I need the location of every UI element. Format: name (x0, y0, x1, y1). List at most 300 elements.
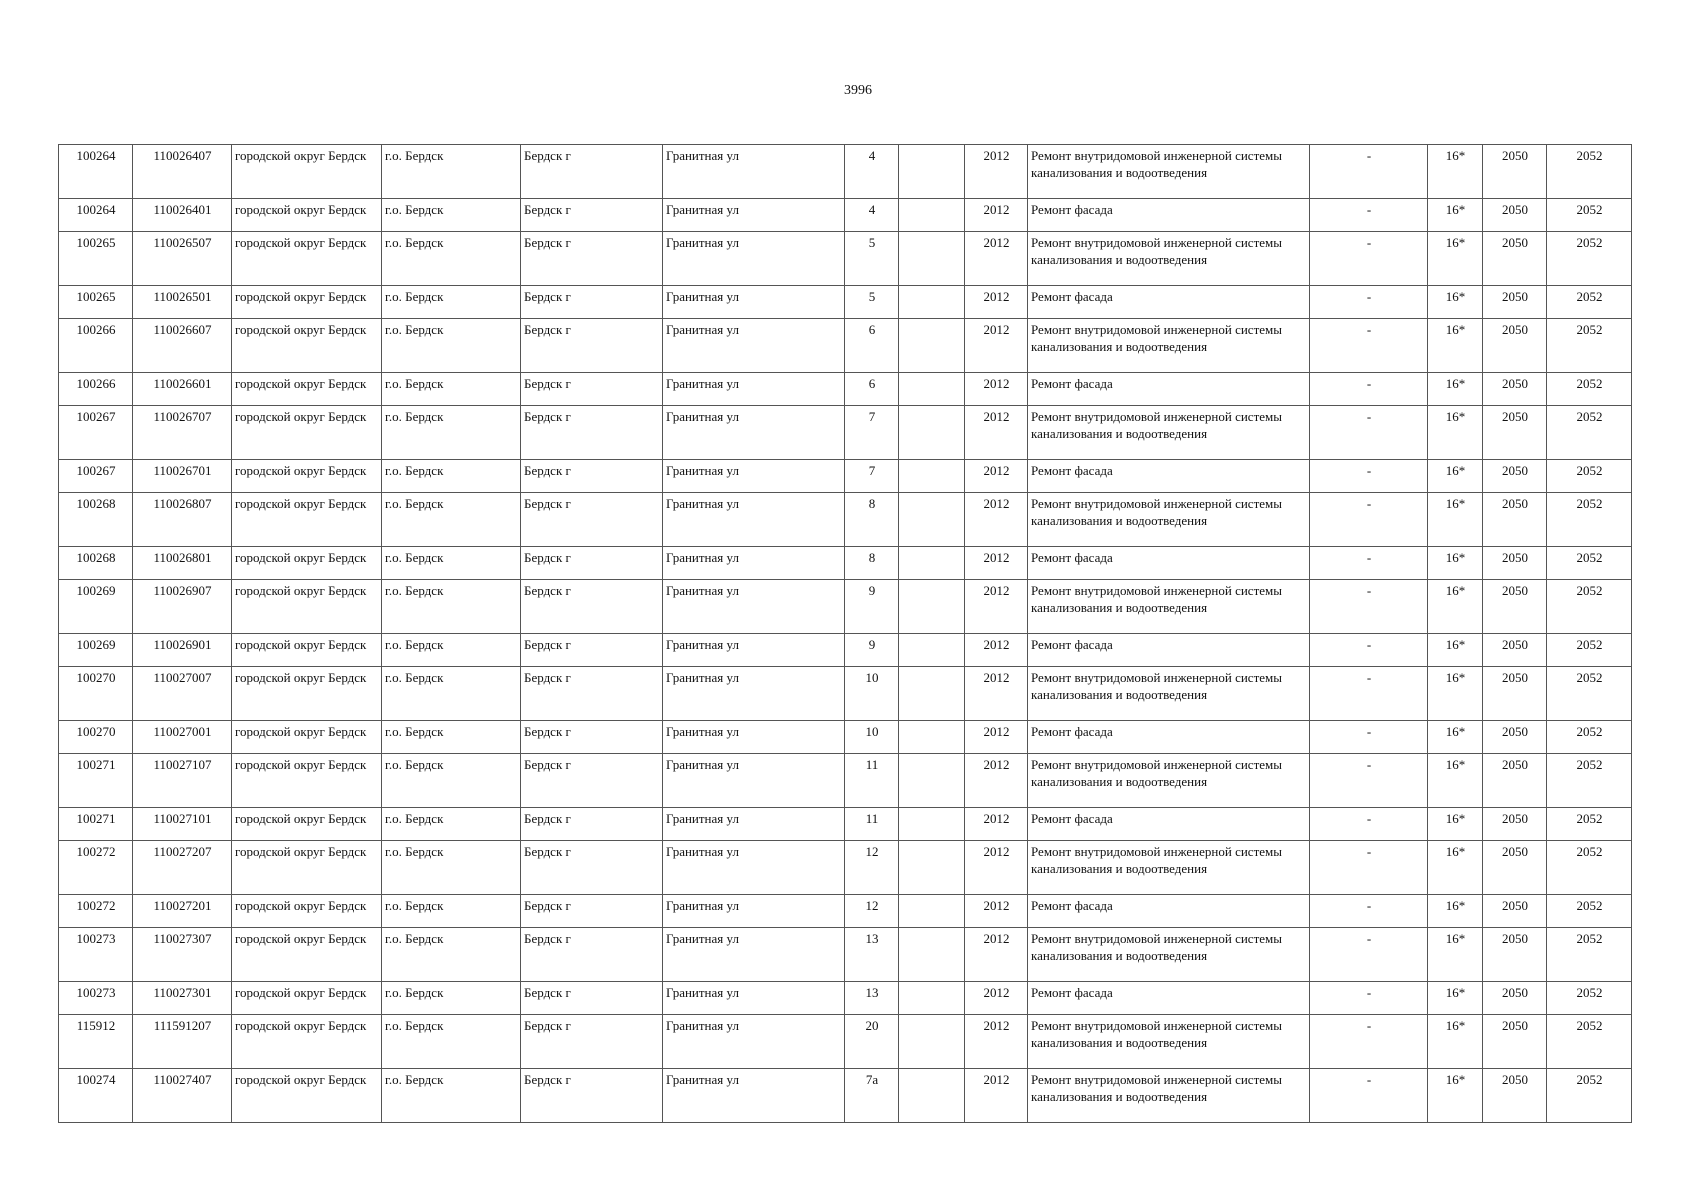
cell-work-type: Ремонт фасада (1028, 721, 1310, 754)
cell-record-id: 100269 (59, 634, 133, 667)
cell-year-end: 2052 (1547, 721, 1632, 754)
cell-street: Гранитная ул (663, 580, 845, 634)
cell-dash-value: - (1310, 145, 1428, 199)
cell-building-letter (899, 982, 965, 1015)
cell-dash-value: - (1310, 1069, 1428, 1123)
cell-building-letter (899, 667, 965, 721)
cell-norm-value: 16* (1428, 895, 1483, 928)
cell-municipality: городской округ Бердск (232, 667, 382, 721)
cell-dash-value: - (1310, 547, 1428, 580)
cell-locality: Бердск г (521, 1069, 663, 1123)
cell-house-number: 10 (845, 667, 899, 721)
cell-locality: Бердск г (521, 547, 663, 580)
table-row (59, 895, 1632, 928)
cell-work-id: 110026907 (133, 580, 232, 634)
cell-year-end: 2052 (1547, 145, 1632, 199)
cell-year-end: 2052 (1547, 460, 1632, 493)
cell-dash-value: - (1310, 754, 1428, 808)
cell-work-type: Ремонт внутридомовой инженерной системы канализования и водоотведения (1028, 667, 1310, 721)
cell-house-number: 20 (845, 1015, 899, 1069)
cell-house-number: 12 (845, 895, 899, 928)
cell-municipality: городской округ Бердск (232, 319, 382, 373)
cell-norm-value: 16* (1428, 982, 1483, 1015)
cell-dash-value: - (1310, 460, 1428, 493)
cell-locality: Бердск г (521, 199, 663, 232)
cell-norm-value: 16* (1428, 199, 1483, 232)
cell-year-start: 2050 (1483, 232, 1547, 286)
cell-work-type: Ремонт фасада (1028, 982, 1310, 1015)
cell-building-letter (899, 373, 965, 406)
cell-year-built: 2012 (965, 808, 1028, 841)
cell-norm-value: 16* (1428, 319, 1483, 373)
cell-dash-value: - (1310, 373, 1428, 406)
cell-street: Гранитная ул (663, 1069, 845, 1123)
cell-year-start: 2050 (1483, 754, 1547, 808)
cell-norm-value: 16* (1428, 808, 1483, 841)
cell-locality: Бердск г (521, 406, 663, 460)
cell-norm-value: 16* (1428, 721, 1483, 754)
cell-dash-value: - (1310, 1015, 1428, 1069)
cell-dash-value: - (1310, 667, 1428, 721)
cell-year-built: 2012 (965, 232, 1028, 286)
cell-record-id: 100268 (59, 547, 133, 580)
cell-settlement: г.о. Бердск (382, 841, 521, 895)
cell-street: Гранитная ул (663, 286, 845, 319)
cell-settlement: г.о. Бердск (382, 928, 521, 982)
cell-house-number: 7 (845, 460, 899, 493)
cell-house-number: 4 (845, 199, 899, 232)
cell-record-id: 100264 (59, 199, 133, 232)
table-row (59, 1069, 1632, 1123)
cell-work-type: Ремонт внутридомовой инженерной системы канализования и водоотведения (1028, 580, 1310, 634)
cell-dash-value: - (1310, 895, 1428, 928)
cell-year-start: 2050 (1483, 841, 1547, 895)
cell-record-id: 115912 (59, 1015, 133, 1069)
cell-record-id: 100271 (59, 808, 133, 841)
cell-year-end: 2052 (1547, 841, 1632, 895)
cell-dash-value: - (1310, 928, 1428, 982)
registry-body (59, 145, 1632, 1123)
cell-house-number: 5 (845, 232, 899, 286)
cell-work-type: Ремонт фасада (1028, 286, 1310, 319)
cell-locality: Бердск г (521, 928, 663, 982)
cell-building-letter (899, 199, 965, 232)
cell-year-start: 2050 (1483, 895, 1547, 928)
cell-building-letter (899, 232, 965, 286)
cell-work-type: Ремонт внутридомовой инженерной системы канализования и водоотведения (1028, 1015, 1310, 1069)
cell-record-id: 100273 (59, 982, 133, 1015)
cell-dash-value: - (1310, 319, 1428, 373)
cell-locality: Бердск г (521, 145, 663, 199)
cell-work-id: 110027101 (133, 808, 232, 841)
cell-record-id: 100266 (59, 373, 133, 406)
cell-settlement: г.о. Бердск (382, 547, 521, 580)
cell-dash-value: - (1310, 232, 1428, 286)
cell-norm-value: 16* (1428, 928, 1483, 982)
cell-settlement: г.о. Бердск (382, 1015, 521, 1069)
cell-house-number: 7а (845, 1069, 899, 1123)
cell-year-built: 2012 (965, 754, 1028, 808)
cell-house-number: 6 (845, 319, 899, 373)
cell-house-number: 4 (845, 145, 899, 199)
cell-municipality: городской округ Бердск (232, 982, 382, 1015)
cell-record-id: 100265 (59, 286, 133, 319)
cell-year-start: 2050 (1483, 493, 1547, 547)
table-row (59, 199, 1632, 232)
cell-locality: Бердск г (521, 982, 663, 1015)
cell-street: Гранитная ул (663, 634, 845, 667)
cell-record-id: 100264 (59, 145, 133, 199)
cell-year-start: 2050 (1483, 580, 1547, 634)
cell-settlement: г.о. Бердск (382, 808, 521, 841)
cell-locality: Бердск г (521, 319, 663, 373)
cell-work-id: 110027201 (133, 895, 232, 928)
cell-street: Гранитная ул (663, 754, 845, 808)
cell-house-number: 11 (845, 754, 899, 808)
cell-municipality: городской округ Бердск (232, 721, 382, 754)
cell-settlement: г.о. Бердск (382, 373, 521, 406)
cell-street: Гранитная ул (663, 232, 845, 286)
cell-work-type: Ремонт внутридомовой инженерной системы канализования и водоотведения (1028, 1069, 1310, 1123)
cell-work-type: Ремонт фасада (1028, 808, 1310, 841)
cell-norm-value: 16* (1428, 754, 1483, 808)
cell-year-start: 2050 (1483, 460, 1547, 493)
cell-year-start: 2050 (1483, 982, 1547, 1015)
cell-building-letter (899, 1069, 965, 1123)
cell-locality: Бердск г (521, 286, 663, 319)
cell-municipality: городской округ Бердск (232, 460, 382, 493)
cell-norm-value: 16* (1428, 460, 1483, 493)
cell-work-type: Ремонт внутридомовой инженерной системы канализования и водоотведения (1028, 493, 1310, 547)
cell-settlement: г.о. Бердск (382, 580, 521, 634)
table-row (59, 580, 1632, 634)
cell-municipality: городской округ Бердск (232, 841, 382, 895)
cell-work-id: 110026507 (133, 232, 232, 286)
cell-year-end: 2052 (1547, 319, 1632, 373)
cell-work-type: Ремонт внутридомовой инженерной системы канализования и водоотведения (1028, 232, 1310, 286)
cell-year-end: 2052 (1547, 199, 1632, 232)
page-number: 3996 (844, 83, 872, 98)
cell-municipality: городской округ Бердск (232, 406, 382, 460)
cell-year-built: 2012 (965, 841, 1028, 895)
cell-municipality: городской округ Бердск (232, 1069, 382, 1123)
cell-year-end: 2052 (1547, 493, 1632, 547)
cell-year-end: 2052 (1547, 286, 1632, 319)
cell-house-number: 12 (845, 841, 899, 895)
cell-work-id: 110026601 (133, 373, 232, 406)
cell-settlement: г.о. Бердск (382, 1069, 521, 1123)
cell-work-type: Ремонт фасада (1028, 460, 1310, 493)
cell-locality: Бердск г (521, 493, 663, 547)
cell-settlement: г.о. Бердск (382, 895, 521, 928)
cell-work-type: Ремонт внутридомовой инженерной системы канализования и водоотведения (1028, 928, 1310, 982)
table-row (59, 493, 1632, 547)
cell-house-number: 8 (845, 547, 899, 580)
cell-municipality: городской округ Бердск (232, 199, 382, 232)
cell-year-end: 2052 (1547, 634, 1632, 667)
cell-year-start: 2050 (1483, 547, 1547, 580)
cell-street: Гранитная ул (663, 319, 845, 373)
cell-work-id: 111591207 (133, 1015, 232, 1069)
cell-work-id: 110027307 (133, 928, 232, 982)
cell-year-end: 2052 (1547, 895, 1632, 928)
cell-year-built: 2012 (965, 1015, 1028, 1069)
cell-work-type: Ремонт фасада (1028, 199, 1310, 232)
cell-building-letter (899, 808, 965, 841)
cell-norm-value: 16* (1428, 406, 1483, 460)
cell-year-built: 2012 (965, 928, 1028, 982)
cell-building-letter (899, 460, 965, 493)
table-row (59, 145, 1632, 199)
cell-building-letter (899, 493, 965, 547)
cell-work-id: 110026607 (133, 319, 232, 373)
cell-work-id: 110026701 (133, 460, 232, 493)
cell-work-id: 110027207 (133, 841, 232, 895)
cell-house-number: 13 (845, 928, 899, 982)
cell-settlement: г.о. Бердск (382, 319, 521, 373)
cell-work-id: 110027007 (133, 667, 232, 721)
cell-house-number: 9 (845, 634, 899, 667)
cell-year-start: 2050 (1483, 286, 1547, 319)
cell-year-built: 2012 (965, 406, 1028, 460)
cell-municipality: городской округ Бердск (232, 145, 382, 199)
cell-street: Гранитная ул (663, 982, 845, 1015)
cell-year-start: 2050 (1483, 1015, 1547, 1069)
cell-building-letter (899, 547, 965, 580)
cell-building-letter (899, 634, 965, 667)
cell-work-type: Ремонт фасада (1028, 634, 1310, 667)
cell-house-number: 7 (845, 406, 899, 460)
cell-street: Гранитная ул (663, 406, 845, 460)
cell-work-id: 110027301 (133, 982, 232, 1015)
cell-year-end: 2052 (1547, 547, 1632, 580)
cell-house-number: 6 (845, 373, 899, 406)
cell-settlement: г.о. Бердск (382, 721, 521, 754)
cell-norm-value: 16* (1428, 1015, 1483, 1069)
cell-locality: Бердск г (521, 634, 663, 667)
cell-street: Гранитная ул (663, 493, 845, 547)
cell-building-letter (899, 928, 965, 982)
cell-municipality: городской округ Бердск (232, 895, 382, 928)
cell-dash-value: - (1310, 286, 1428, 319)
cell-year-start: 2050 (1483, 406, 1547, 460)
cell-norm-value: 16* (1428, 667, 1483, 721)
cell-dash-value: - (1310, 841, 1428, 895)
cell-record-id: 100266 (59, 319, 133, 373)
cell-work-type: Ремонт внутридомовой инженерной системы канализования и водоотведения (1028, 754, 1310, 808)
cell-street: Гранитная ул (663, 841, 845, 895)
cell-year-built: 2012 (965, 1069, 1028, 1123)
cell-building-letter (899, 1015, 965, 1069)
cell-settlement: г.о. Бердск (382, 145, 521, 199)
cell-locality: Бердск г (521, 580, 663, 634)
cell-work-type: Ремонт внутридомовой инженерной системы канализования и водоотведения (1028, 319, 1310, 373)
cell-settlement: г.о. Бердск (382, 754, 521, 808)
cell-year-end: 2052 (1547, 580, 1632, 634)
cell-record-id: 100268 (59, 493, 133, 547)
cell-year-start: 2050 (1483, 319, 1547, 373)
cell-year-built: 2012 (965, 493, 1028, 547)
cell-dash-value: - (1310, 493, 1428, 547)
cell-year-start: 2050 (1483, 928, 1547, 982)
cell-year-built: 2012 (965, 580, 1028, 634)
cell-year-start: 2050 (1483, 667, 1547, 721)
cell-settlement: г.о. Бердск (382, 286, 521, 319)
cell-norm-value: 16* (1428, 547, 1483, 580)
cell-year-built: 2012 (965, 895, 1028, 928)
cell-work-id: 110027107 (133, 754, 232, 808)
cell-street: Гранитная ул (663, 667, 845, 721)
cell-municipality: городской округ Бердск (232, 286, 382, 319)
cell-norm-value: 16* (1428, 1069, 1483, 1123)
cell-locality: Бердск г (521, 373, 663, 406)
cell-settlement: г.о. Бердск (382, 982, 521, 1015)
cell-settlement: г.о. Бердск (382, 460, 521, 493)
cell-building-letter (899, 145, 965, 199)
cell-dash-value: - (1310, 199, 1428, 232)
cell-street: Гранитная ул (663, 895, 845, 928)
cell-work-type: Ремонт фасада (1028, 373, 1310, 406)
cell-norm-value: 16* (1428, 634, 1483, 667)
table-row (59, 319, 1632, 373)
cell-work-type: Ремонт внутридомовой инженерной системы канализования и водоотведения (1028, 841, 1310, 895)
cell-norm-value: 16* (1428, 145, 1483, 199)
cell-work-id: 110027407 (133, 1069, 232, 1123)
cell-locality: Бердск г (521, 460, 663, 493)
cell-record-id: 100274 (59, 1069, 133, 1123)
cell-house-number: 10 (845, 721, 899, 754)
cell-year-end: 2052 (1547, 1069, 1632, 1123)
cell-locality: Бердск г (521, 721, 663, 754)
cell-municipality: городской округ Бердск (232, 754, 382, 808)
table-row (59, 373, 1632, 406)
table-row (59, 841, 1632, 895)
cell-dash-value: - (1310, 721, 1428, 754)
cell-record-id: 100273 (59, 928, 133, 982)
cell-year-built: 2012 (965, 373, 1028, 406)
cell-year-end: 2052 (1547, 982, 1632, 1015)
cell-municipality: городской округ Бердск (232, 580, 382, 634)
cell-record-id: 100270 (59, 721, 133, 754)
cell-work-type: Ремонт внутридомовой инженерной системы канализования и водоотведения (1028, 406, 1310, 460)
cell-year-end: 2052 (1547, 928, 1632, 982)
cell-record-id: 100267 (59, 460, 133, 493)
cell-year-end: 2052 (1547, 754, 1632, 808)
cell-settlement: г.о. Бердск (382, 232, 521, 286)
cell-year-end: 2052 (1547, 232, 1632, 286)
cell-record-id: 100269 (59, 580, 133, 634)
cell-dash-value: - (1310, 808, 1428, 841)
cell-house-number: 11 (845, 808, 899, 841)
cell-building-letter (899, 895, 965, 928)
cell-locality: Бердск г (521, 232, 663, 286)
cell-work-id: 110026501 (133, 286, 232, 319)
cell-building-letter (899, 580, 965, 634)
cell-year-built: 2012 (965, 721, 1028, 754)
cell-municipality: городской округ Бердск (232, 547, 382, 580)
cell-work-id: 110026801 (133, 547, 232, 580)
cell-building-letter (899, 286, 965, 319)
cell-year-built: 2012 (965, 145, 1028, 199)
cell-street: Гранитная ул (663, 199, 845, 232)
cell-year-end: 2052 (1547, 406, 1632, 460)
cell-building-letter (899, 319, 965, 373)
cell-locality: Бердск г (521, 841, 663, 895)
cell-year-start: 2050 (1483, 721, 1547, 754)
cell-year-start: 2050 (1483, 1069, 1547, 1123)
cell-locality: Бердск г (521, 895, 663, 928)
cell-house-number: 13 (845, 982, 899, 1015)
cell-street: Гранитная ул (663, 928, 845, 982)
cell-record-id: 100267 (59, 406, 133, 460)
cell-work-id: 110026401 (133, 199, 232, 232)
cell-norm-value: 16* (1428, 493, 1483, 547)
cell-building-letter (899, 841, 965, 895)
cell-record-id: 100272 (59, 895, 133, 928)
cell-norm-value: 16* (1428, 580, 1483, 634)
table-row (59, 286, 1632, 319)
cell-year-start: 2050 (1483, 808, 1547, 841)
cell-settlement: г.о. Бердск (382, 406, 521, 460)
cell-dash-value: - (1310, 982, 1428, 1015)
cell-dash-value: - (1310, 406, 1428, 460)
cell-municipality: городской округ Бердск (232, 232, 382, 286)
table-row (59, 232, 1632, 286)
cell-year-built: 2012 (965, 547, 1028, 580)
cell-settlement: г.о. Бердск (382, 634, 521, 667)
cell-year-end: 2052 (1547, 1015, 1632, 1069)
cell-building-letter (899, 406, 965, 460)
cell-year-built: 2012 (965, 319, 1028, 373)
cell-year-start: 2050 (1483, 373, 1547, 406)
cell-work-id: 110026407 (133, 145, 232, 199)
cell-locality: Бердск г (521, 808, 663, 841)
cell-record-id: 100270 (59, 667, 133, 721)
table-row (59, 460, 1632, 493)
cell-year-built: 2012 (965, 634, 1028, 667)
table-row (59, 982, 1632, 1015)
cell-locality: Бердск г (521, 667, 663, 721)
table-row (59, 667, 1632, 721)
cell-year-built: 2012 (965, 199, 1028, 232)
cell-settlement: г.о. Бердск (382, 667, 521, 721)
cell-municipality: городской округ Бердск (232, 373, 382, 406)
cell-work-id: 110026707 (133, 406, 232, 460)
cell-municipality: городской округ Бердск (232, 1015, 382, 1069)
table-row (59, 754, 1632, 808)
cell-building-letter (899, 754, 965, 808)
cell-dash-value: - (1310, 634, 1428, 667)
cell-street: Гранитная ул (663, 373, 845, 406)
cell-year-start: 2050 (1483, 634, 1547, 667)
cell-house-number: 5 (845, 286, 899, 319)
cell-municipality: городской округ Бердск (232, 634, 382, 667)
table-row (59, 1015, 1632, 1069)
cell-locality: Бердск г (521, 754, 663, 808)
cell-record-id: 100272 (59, 841, 133, 895)
cell-house-number: 8 (845, 493, 899, 547)
cell-street: Гранитная ул (663, 721, 845, 754)
cell-street: Гранитная ул (663, 460, 845, 493)
cell-year-end: 2052 (1547, 808, 1632, 841)
cell-year-start: 2050 (1483, 199, 1547, 232)
cell-norm-value: 16* (1428, 373, 1483, 406)
cell-street: Гранитная ул (663, 547, 845, 580)
cell-work-id: 110027001 (133, 721, 232, 754)
cell-street: Гранитная ул (663, 145, 845, 199)
cell-year-built: 2012 (965, 667, 1028, 721)
cell-record-id: 100271 (59, 754, 133, 808)
